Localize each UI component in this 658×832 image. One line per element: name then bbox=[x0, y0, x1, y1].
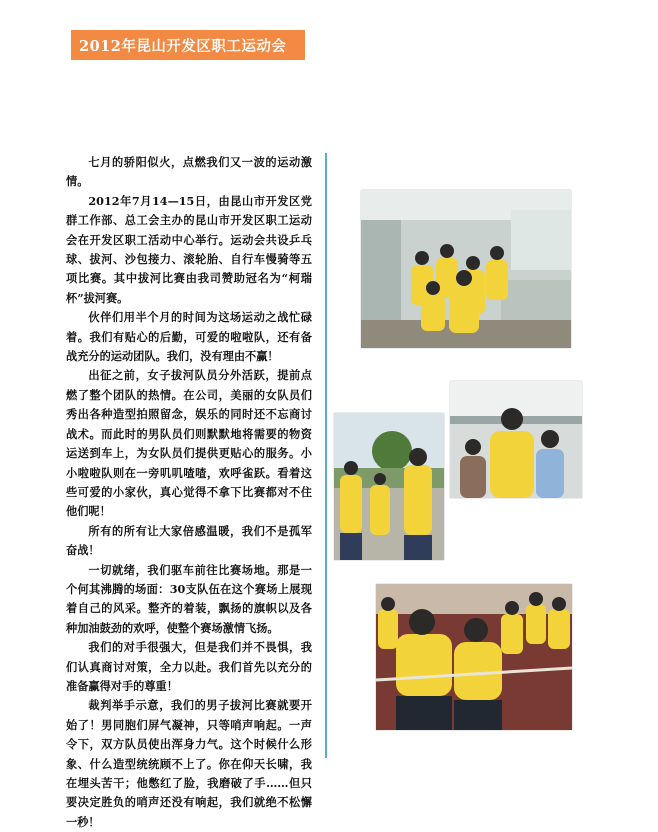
article-body bbox=[66, 153, 312, 832]
photo-adult-with-child bbox=[450, 381, 582, 498]
paragraph: 伙伴们用半个月的时间为这场运动之战忙碌着。我们有贴心的后勤，可爱的啦啦队，还有备战充分的运动团队。我们，没有理由不赢！ bbox=[66, 310, 312, 364]
photo-tug-of-war bbox=[376, 584, 572, 730]
photo-outdoor-team bbox=[334, 413, 444, 560]
page-title: 2012年昆山开发区职工运动会 bbox=[71, 30, 305, 60]
paragraph: 出征之前，女子拔河队员分外活跃，提前点燃了整个团队的热情。在公司，美丽的女队员们秀出各种造型拍照留念，娱乐的同时还不忘商讨战术。而此时的男队员们则默默地将需要的物资运送到车上，为女队员们提供更贴心的服务。小小啦啦队则在一旁叽叽喳喳，欢呼雀跃。看着这些可爱的小家伙，真心觉得不拿下比赛都对不住他们呢！ bbox=[66, 368, 312, 519]
paragraph: 所有的所有让大家倍感温暖，我们不是孤军奋战！ bbox=[66, 523, 312, 558]
paragraph: 一切就绪，我们驱车前往比赛场地。那是一个何其沸腾的场面：30支队伍在这个赛场上展现着自己的风采。整齐的着装，飘扬的旗帜以及各种加油鼓劲的欢呼，使整个赛场激情飞扬。 bbox=[66, 562, 312, 635]
paragraph: 裁判举手示意，我们的男子拔河比赛就要开始了！男同胞们屏气凝神，只等哨声响起。一声令下，双方队员使出浑身力气。这个时候什么形象、什么造型统统顾不上了。你在仰天长啸，我在埋头苦干；他憋红了脸，我磨破了手……但只要决定胜负的哨声还没有响起，我们就绝不松懈一秒！ bbox=[66, 698, 312, 829]
paragraph: 七月的骄阳似火，点燃我们又一波的运动激情。 bbox=[66, 155, 312, 189]
team-photo-office bbox=[361, 190, 571, 348]
paragraph: 我们的对手很强大，但是我们并不畏惧，我们认真商讨对策，全力以赴。我们首先以充分的准备赢得对手的尊重！ bbox=[66, 640, 312, 693]
column-divider bbox=[325, 153, 327, 758]
paragraph: 2012年7月14—15日，由昆山市开发区党群工作部、总工会主办的昆山市开发区职工运动会在开发区职工活动中心举行。运动会共设乒乓球、拔河、沙包接力、滚轮胎、自行车慢骑等五项比赛。其中拔河比赛由我司赞助冠名为“柯瑞杯”拔河赛。 bbox=[66, 193, 312, 305]
